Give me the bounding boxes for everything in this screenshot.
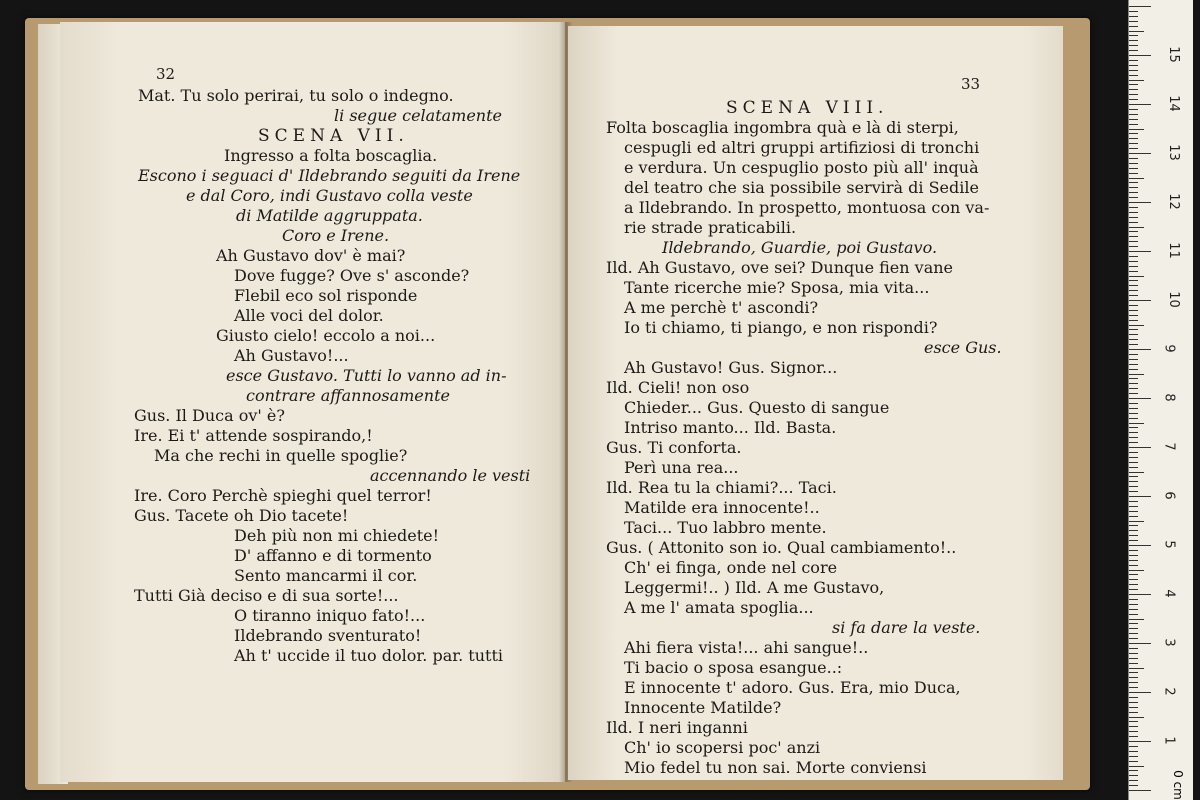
ruler-tick xyxy=(1129,246,1138,247)
ruler-number: 1 xyxy=(1161,736,1177,745)
ruler-tick xyxy=(1129,60,1138,61)
ruler-tick xyxy=(1129,579,1138,580)
ruler-tick xyxy=(1129,325,1144,326)
ruler-tick xyxy=(1129,452,1138,453)
ruler-tick xyxy=(1129,276,1144,277)
text-line: Ti bacio o sposa esangue..: xyxy=(624,658,843,677)
ruler-tick xyxy=(1129,427,1138,428)
ruler-tick xyxy=(1129,75,1138,76)
ruler-tick xyxy=(1129,349,1151,350)
right-page xyxy=(568,26,1063,780)
ruler-tick xyxy=(1129,388,1138,389)
ruler-tick xyxy=(1129,619,1144,620)
ruler-tick xyxy=(1129,550,1138,551)
ruler-tick xyxy=(1129,70,1138,71)
ruler-tick xyxy=(1129,589,1138,590)
ruler-tick xyxy=(1129,486,1138,487)
text-line: Innocente Matilde? xyxy=(624,698,782,717)
text-line: A me l' amata spoglia... xyxy=(624,598,814,617)
ruler-tick xyxy=(1129,300,1151,301)
ruler-number: 8 xyxy=(1161,393,1177,402)
text-line: Folta boscaglia ingombra quà e là di sterpi, xyxy=(606,118,959,137)
ruler-tick xyxy=(1129,668,1144,669)
text-line: Ah t' uccide il tuo dolor. par. tutti xyxy=(234,646,504,665)
ruler-tick xyxy=(1129,731,1138,732)
text-line: Ah Gustavo dov' è mai? xyxy=(216,246,406,265)
ruler-tick xyxy=(1129,369,1138,370)
ruler-tick xyxy=(1129,182,1138,183)
ruler-tick xyxy=(1129,89,1138,90)
ruler-tick xyxy=(1129,447,1151,448)
text-line: Ire. Ei t' attende sospirando,! xyxy=(134,426,373,445)
text-line: Deh più non mi chiedete! xyxy=(234,526,440,545)
ruler-tick xyxy=(1129,717,1144,718)
ruler-tick xyxy=(1129,633,1138,634)
ruler-tick xyxy=(1129,653,1138,654)
ruler-tick xyxy=(1129,295,1138,296)
text-line: del teatro che sia possibile servirà di Sedile xyxy=(624,178,979,197)
ruler-tick xyxy=(1129,236,1138,237)
measurement-ruler xyxy=(1128,0,1193,800)
ruler-tick xyxy=(1129,555,1138,556)
ruler-tick xyxy=(1129,476,1138,477)
ruler-tick xyxy=(1129,408,1138,409)
stage-direction: si fa dare la veste. xyxy=(832,618,981,637)
ruler-number: 2 xyxy=(1161,687,1177,696)
ruler-tick xyxy=(1129,129,1144,130)
ruler-tick xyxy=(1129,94,1138,95)
ruler-tick xyxy=(1129,104,1151,105)
ruler-tick xyxy=(1129,119,1138,120)
text-line: A me perchè t' ascondi? xyxy=(624,298,819,317)
ruler-tick xyxy=(1129,138,1138,139)
ruler-tick xyxy=(1129,540,1138,541)
ruler-tick xyxy=(1129,530,1138,531)
ruler-tick xyxy=(1129,413,1138,414)
ruler-tick xyxy=(1129,790,1151,791)
ruler-tick xyxy=(1129,55,1151,56)
text-line: a Ildebrando. In prospetto, montuosa con va- xyxy=(624,198,990,217)
ruler-tick xyxy=(1129,432,1138,433)
ruler-number: 12 xyxy=(1165,193,1181,210)
ruler-tick xyxy=(1129,663,1138,664)
ruler-tick xyxy=(1129,45,1138,46)
text-line: O tiranno iniquo fato!... xyxy=(234,606,426,625)
ruler-tick xyxy=(1129,780,1138,781)
ruler-tick xyxy=(1129,114,1138,115)
characters: Ildebrando, Guardie, poi Gustavo. xyxy=(662,238,938,257)
ruler-tick xyxy=(1129,393,1138,394)
text-line: cespugli ed altri gruppi artifiziosi di tronchi xyxy=(624,138,980,157)
stage-direction: Escono i seguaci d' Ildebrando seguiti da Irene xyxy=(138,166,521,185)
text-line: Tante ricerche mie? Sposa, mia vita... xyxy=(624,278,930,297)
ruler-number: 7 xyxy=(1161,442,1177,451)
stage-direction: contrare affannosamente xyxy=(246,386,450,405)
ruler-tick xyxy=(1129,339,1138,340)
ruler-number: 10 xyxy=(1165,291,1181,308)
text-line: Dove fugge? Ove s' asconde? xyxy=(234,266,470,285)
text-line: Tutti Già deciso e di sua sorte!... xyxy=(134,586,399,605)
stage-direction: li segue celatamente xyxy=(334,106,502,125)
ruler-tick xyxy=(1129,442,1138,443)
text-line: Perì una rea... xyxy=(624,458,739,477)
ruler-tick xyxy=(1129,751,1138,752)
ruler-tick xyxy=(1129,143,1138,144)
ruler-tick xyxy=(1129,187,1138,188)
ruler-tick xyxy=(1129,334,1138,335)
ruler-tick xyxy=(1129,310,1138,311)
ruler-tick xyxy=(1129,290,1138,291)
ruler-tick xyxy=(1129,604,1138,605)
ruler-tick xyxy=(1129,672,1138,673)
ruler-tick xyxy=(1129,726,1138,727)
ruler-tick xyxy=(1129,545,1151,546)
ruler-tick xyxy=(1129,31,1144,32)
ruler-tick xyxy=(1129,491,1138,492)
ruler-tick xyxy=(1129,21,1138,22)
scene-setting: Ingresso a folta boscaglia. xyxy=(224,146,438,165)
text-line: Ildebrando sventurato! xyxy=(234,626,422,645)
ruler-tick xyxy=(1129,266,1138,267)
ruler-tick xyxy=(1129,501,1138,502)
ruler-tick xyxy=(1129,697,1138,698)
ruler-tick xyxy=(1129,702,1138,703)
text-line: Chieder... Gus. Questo di sangue xyxy=(624,398,890,417)
ruler-tick xyxy=(1129,80,1144,81)
ruler-tick xyxy=(1129,658,1138,659)
left-page xyxy=(60,22,565,782)
text-line: Ah Gustavo! Gus. Signor... xyxy=(624,358,838,377)
ruler-tick xyxy=(1129,506,1138,507)
stage-direction: esce Gustavo. Tutti lo vanno ad in- xyxy=(226,366,507,385)
ruler-tick xyxy=(1129,163,1138,164)
ruler-tick xyxy=(1129,231,1138,232)
ruler-number: 15 xyxy=(1165,46,1181,63)
ruler-tick xyxy=(1129,535,1138,536)
ruler-tick xyxy=(1129,320,1138,321)
ruler-tick xyxy=(1129,648,1138,649)
ruler-tick xyxy=(1129,168,1138,169)
ruler-tick xyxy=(1129,682,1138,683)
ruler-tick xyxy=(1129,756,1138,757)
text-line: Ire. Coro Perchè spieghi quel terror! xyxy=(134,486,432,505)
text-line: E innocente t' adoro. Gus. Era, mio Duca, xyxy=(624,678,961,697)
ruler-tick xyxy=(1129,84,1138,85)
ruler-tick xyxy=(1129,741,1151,742)
ruler-tick xyxy=(1129,6,1151,7)
ruler-tick xyxy=(1129,481,1138,482)
ruler-tick xyxy=(1129,398,1151,399)
ruler-tick xyxy=(1129,383,1138,384)
ruler-tick xyxy=(1129,623,1138,624)
ruler-tick xyxy=(1129,241,1138,242)
text-line: Giusto cielo! eccolo a noi... xyxy=(216,326,436,345)
stage-direction: esce Gus. xyxy=(924,338,1002,357)
ruler-number: 11 xyxy=(1165,242,1181,259)
ruler-number: 13 xyxy=(1165,144,1181,161)
ruler-tick xyxy=(1129,614,1138,615)
ruler-tick xyxy=(1129,374,1144,375)
ruler-tick xyxy=(1129,40,1138,41)
ruler-tick xyxy=(1129,207,1138,208)
ruler-tick xyxy=(1129,712,1138,713)
scene-heading: SCENA VIII. xyxy=(726,98,889,118)
ruler-number: 14 xyxy=(1165,95,1181,112)
text-line: Flebil eco sol risponde xyxy=(234,286,418,305)
ruler-tick xyxy=(1129,378,1138,379)
text-line: Ahi fiera vista!... ahi sangue!.. xyxy=(624,638,869,657)
ruler-tick xyxy=(1129,35,1138,36)
ruler-tick xyxy=(1129,359,1138,360)
ruler-tick xyxy=(1129,305,1138,306)
ruler-tick xyxy=(1129,251,1151,252)
text-line: Taci... Tuo labbro mente. xyxy=(624,518,827,537)
ruler-tick xyxy=(1129,271,1138,272)
ruler-tick xyxy=(1129,344,1138,345)
ruler-tick xyxy=(1129,511,1138,512)
ruler-tick xyxy=(1129,65,1138,66)
ruler-tick xyxy=(1129,153,1151,154)
text-line: Ma che rechi in quelle spoglie? xyxy=(154,446,408,465)
ruler-tick xyxy=(1129,197,1138,198)
ruler-tick xyxy=(1129,99,1138,100)
text-line: Gus. ( Attonito son io. Qual cambiamento!.. xyxy=(606,538,957,557)
text-line: Ch' ei finga, onde nel core xyxy=(624,558,838,577)
ruler-tick xyxy=(1129,462,1138,463)
text-line: Ild. Ah Gustavo, ove sei? Dunque fien vane xyxy=(606,258,954,277)
ruler-tick xyxy=(1129,26,1138,27)
scene-heading: SCENA VII. xyxy=(258,126,409,146)
ruler-tick xyxy=(1129,109,1138,110)
ruler-tick xyxy=(1129,192,1138,193)
text-line: Gus. Tacete oh Dio tacete! xyxy=(134,506,349,525)
ruler-tick xyxy=(1129,584,1138,585)
ruler-tick xyxy=(1129,423,1144,424)
ruler-tick xyxy=(1129,315,1138,316)
ruler-tick xyxy=(1129,178,1144,179)
text-line: Ild. Rea tu la chiami?... Taci. xyxy=(606,478,837,497)
ruler-tick xyxy=(1129,707,1138,708)
ruler-tick xyxy=(1129,560,1138,561)
page-number: 32 xyxy=(156,65,176,83)
text-line: Alle voci del dolor. xyxy=(234,306,384,325)
stage-direction: e dal Coro, indi Gustavo colla veste xyxy=(186,186,473,205)
ruler-tick xyxy=(1129,158,1138,159)
ruler-tick xyxy=(1129,227,1144,228)
ruler-tick xyxy=(1129,212,1138,213)
ruler-tick xyxy=(1129,472,1144,473)
page-number: 33 xyxy=(961,75,981,93)
ruler-tick xyxy=(1129,692,1151,693)
ruler-tick xyxy=(1129,521,1144,522)
characters: Coro e Irene. xyxy=(282,226,390,245)
ruler-tick xyxy=(1129,570,1144,571)
ruler-tick xyxy=(1129,173,1138,174)
ruler-unit-label: 0 cm xyxy=(1170,770,1185,800)
ruler-tick xyxy=(1129,403,1138,404)
ruler-number: 3 xyxy=(1161,638,1177,647)
ruler-tick xyxy=(1129,746,1138,747)
ruler-tick xyxy=(1129,638,1138,639)
ruler-number: 4 xyxy=(1161,589,1177,598)
ruler-tick xyxy=(1129,437,1138,438)
text-line: e verdura. Un cespuglio posto più all' inquà xyxy=(624,158,979,177)
ruler-tick xyxy=(1129,124,1138,125)
ruler-tick xyxy=(1129,775,1138,776)
ruler-tick xyxy=(1129,261,1138,262)
ruler-number: 9 xyxy=(1161,344,1177,353)
ruler-tick xyxy=(1129,565,1138,566)
text-line: Intriso manto... Ild. Basta. xyxy=(624,418,837,437)
ruler-tick xyxy=(1129,599,1138,600)
text-line: D' affanno e di tormento xyxy=(234,546,432,565)
ruler-tick xyxy=(1129,785,1138,786)
text-line: rie strade praticabili. xyxy=(624,218,797,237)
ruler-tick xyxy=(1129,766,1144,767)
ruler-tick xyxy=(1129,628,1138,629)
text-line: Ah Gustavo!... xyxy=(234,346,349,365)
ruler-tick xyxy=(1129,50,1138,51)
ruler-tick xyxy=(1129,457,1138,458)
ruler-tick xyxy=(1129,761,1138,762)
ruler-tick xyxy=(1129,609,1138,610)
ruler-tick xyxy=(1129,202,1151,203)
ruler-tick xyxy=(1129,687,1138,688)
ruler-number: 6 xyxy=(1161,491,1177,500)
ruler-tick xyxy=(1129,11,1138,12)
stage-direction: accennando le vesti xyxy=(370,466,531,485)
ruler-tick xyxy=(1129,16,1138,17)
ruler-tick xyxy=(1129,770,1138,771)
ruler-tick xyxy=(1129,285,1138,286)
text-line: Gus. Il Duca ov' è? xyxy=(134,406,285,425)
ruler-tick xyxy=(1129,525,1138,526)
ruler-tick xyxy=(1129,467,1138,468)
ruler-tick xyxy=(1129,418,1138,419)
ruler-tick xyxy=(1129,594,1151,595)
text-line: Ch' io scopersi poc' anzi xyxy=(624,738,821,757)
text-line: Matilde era innocente!.. xyxy=(624,498,820,517)
ruler-tick xyxy=(1129,354,1138,355)
stage-direction: di Matilde aggruppata. xyxy=(236,206,423,225)
ruler-tick xyxy=(1129,133,1138,134)
ruler-tick xyxy=(1129,329,1138,330)
text-line: Io ti chiamo, ti piango, e non rispondi? xyxy=(624,318,938,337)
ruler-tick xyxy=(1129,222,1138,223)
ruler-tick xyxy=(1129,148,1138,149)
ruler-tick xyxy=(1129,516,1138,517)
text-line: Mio fedel tu non sai. Morte conviensi xyxy=(624,758,927,777)
text-line: Ild. Cieli! non oso xyxy=(606,378,750,397)
ruler-tick xyxy=(1129,736,1138,737)
text-line: Mat. Tu solo perirai, tu solo o indegno. xyxy=(138,86,454,105)
ruler-tick xyxy=(1129,364,1138,365)
text-line: Sento mancarmi il cor. xyxy=(234,566,418,585)
text-line: Gus. Ti conforta. xyxy=(606,438,742,457)
ruler-tick xyxy=(1129,677,1138,678)
text-line: Leggermi!.. ) Ild. A me Gustavo, xyxy=(624,578,885,597)
ruler-tick xyxy=(1129,280,1138,281)
ruler-tick xyxy=(1129,574,1138,575)
ruler-tick xyxy=(1129,217,1138,218)
ruler-tick xyxy=(1129,496,1151,497)
ruler-tick xyxy=(1129,256,1138,257)
ruler-tick xyxy=(1129,643,1151,644)
ruler-tick xyxy=(1129,721,1138,722)
ruler-number: 5 xyxy=(1161,540,1177,549)
text-line: Ild. I neri inganni xyxy=(606,718,748,737)
